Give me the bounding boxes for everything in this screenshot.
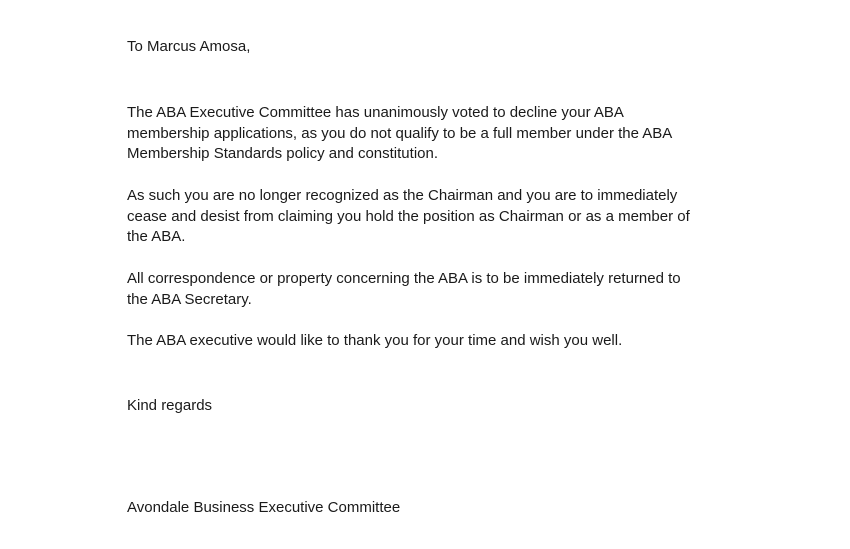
paragraph-line: membership applications, as you do not qualify to be a full member under the ABA bbox=[127, 124, 673, 142]
paragraph-line: the ABA Secretary. bbox=[127, 290, 252, 308]
paragraph-property bbox=[127, 269, 727, 310]
paragraph-chairman bbox=[127, 186, 727, 248]
paragraph-line: cease and desist from claiming you hold the position as Chairman or as a member of bbox=[127, 207, 690, 225]
paragraph-thanks: The ABA executive would like to thank you for your time and wish you well. bbox=[127, 332, 623, 349]
paragraph-line: As such you are no longer recognized as the Chairman and you are to immediately bbox=[127, 187, 678, 204]
paragraph-line: All correspondence or property concerning the ABA is to be immediately returned to bbox=[127, 270, 681, 287]
paragraph-line: the ABA. bbox=[127, 228, 186, 245]
paragraph-line: Membership Standards policy and constitution. bbox=[127, 145, 439, 162]
letter bbox=[127, 0, 827, 549]
signature: Avondale Business Executive Committee bbox=[127, 499, 401, 516]
closing: Kind regards bbox=[127, 397, 213, 414]
paragraph-decline bbox=[127, 103, 727, 165]
paragraph-line: The ABA Executive Committee has unanimously voted to decline your ABA bbox=[127, 104, 624, 121]
salutation: To Marcus Amosa, bbox=[127, 38, 251, 55]
